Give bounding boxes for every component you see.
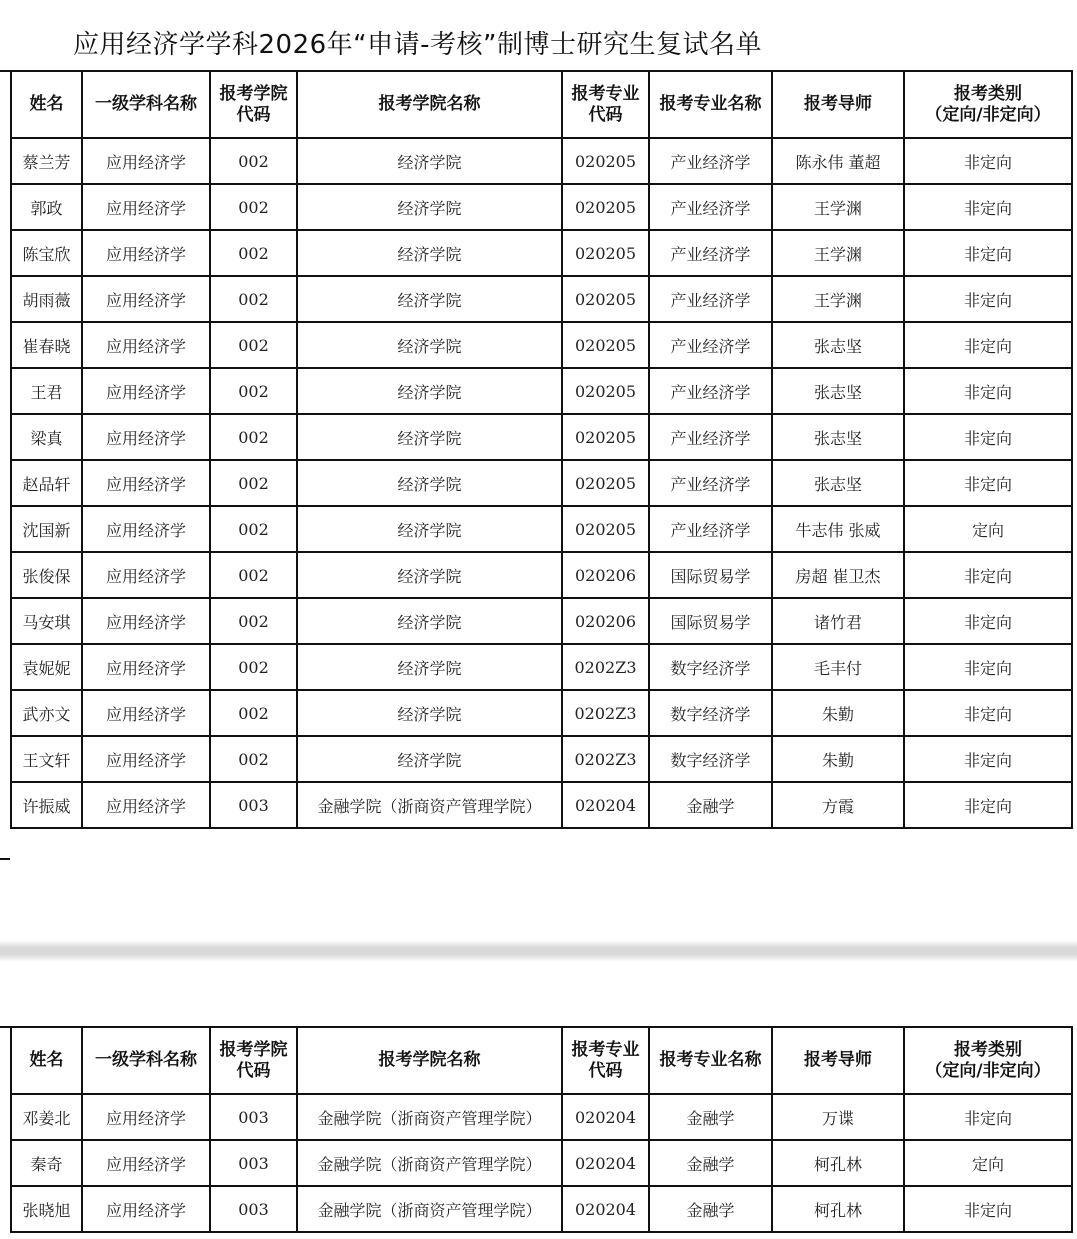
cell-college-name: 经济学院	[297, 322, 562, 368]
header-college-code: 报考学院 代码	[210, 1027, 297, 1094]
cell-college-name: 经济学院	[297, 368, 562, 414]
cell-supervisor: 朱勤	[772, 736, 904, 782]
cell-major-code: 020206	[562, 552, 649, 598]
cell-discipline: 应用经济学	[82, 782, 210, 828]
header-college-code: 报考学院 代码	[210, 71, 297, 138]
table-row	[11, 322, 1072, 368]
cell-discipline: 应用经济学	[82, 1094, 210, 1140]
cell-supervisor: 牛志伟 张威	[772, 506, 904, 552]
table-row	[11, 782, 1072, 828]
cell-major-code: 020205	[562, 230, 649, 276]
cell-college-code: 002	[210, 322, 297, 368]
cell-major-code: 020205	[562, 414, 649, 460]
cell-name: 秦奇	[11, 1140, 82, 1186]
cell-category: 非定向	[904, 414, 1072, 460]
table-row	[11, 1094, 1072, 1140]
cell-major-code: 020204	[562, 1140, 649, 1186]
cell-college-code: 002	[210, 644, 297, 690]
cell-discipline: 应用经济学	[82, 230, 210, 276]
header-major-code: 报考专业 代码	[562, 71, 649, 138]
cell-major-name: 金融学	[649, 1094, 772, 1140]
header-major-name: 报考专业名称	[649, 1027, 772, 1094]
cell-major-code: 020205	[562, 322, 649, 368]
cell-supervisor: 张志坚	[772, 460, 904, 506]
cell-supervisor: 柯孔林	[772, 1140, 904, 1186]
applicant-table-page-2	[10, 1026, 1073, 1233]
cell-name: 陈宝欣	[11, 230, 82, 276]
cell-college-code: 002	[210, 552, 297, 598]
cell-discipline: 应用经济学	[82, 184, 210, 230]
cell-name: 马安琪	[11, 598, 82, 644]
cell-college-name: 经济学院	[297, 598, 562, 644]
cell-name: 沈国新	[11, 506, 82, 552]
cell-college-name: 经济学院	[297, 230, 562, 276]
cell-major-code: 020205	[562, 368, 649, 414]
table-edge-stub	[0, 1026, 10, 1028]
cell-college-name: 经济学院	[297, 736, 562, 782]
cell-college-name: 金融学院（浙商资产管理学院）	[297, 1094, 562, 1140]
cell-major-name: 产业经济学	[649, 368, 772, 414]
cell-name: 张晓旭	[11, 1186, 82, 1232]
cell-name: 赵品轩	[11, 460, 82, 506]
cell-supervisor: 王学渊	[772, 276, 904, 322]
table-row	[11, 460, 1072, 506]
header-discipline: 一级学科名称	[82, 71, 210, 138]
cell-college-name: 经济学院	[297, 138, 562, 184]
cell-discipline: 应用经济学	[82, 690, 210, 736]
cell-discipline: 应用经济学	[82, 322, 210, 368]
cell-discipline: 应用经济学	[82, 644, 210, 690]
table-row	[11, 414, 1072, 460]
cell-category: 非定向	[904, 644, 1072, 690]
cell-category: 非定向	[904, 552, 1072, 598]
cell-major-name: 产业经济学	[649, 230, 772, 276]
cell-category: 非定向	[904, 1186, 1072, 1232]
header-discipline: 一级学科名称	[82, 1027, 210, 1094]
cell-major-name: 金融学	[649, 782, 772, 828]
cell-major-code: 0202Z3	[562, 690, 649, 736]
cell-college-name: 经济学院	[297, 644, 562, 690]
cell-discipline: 应用经济学	[82, 460, 210, 506]
cell-major-code: 020204	[562, 1186, 649, 1232]
cell-supervisor: 房超 崔卫杰	[772, 552, 904, 598]
cell-category: 非定向	[904, 184, 1072, 230]
table-row	[11, 598, 1072, 644]
cell-category: 定向	[904, 1140, 1072, 1186]
cell-discipline: 应用经济学	[82, 138, 210, 184]
cell-name: 蔡兰芳	[11, 138, 82, 184]
cell-college-code: 003	[210, 1094, 297, 1140]
page-break	[0, 940, 1077, 962]
cell-major-code: 020205	[562, 184, 649, 230]
cell-college-code: 003	[210, 1186, 297, 1232]
cell-supervisor: 王学渊	[772, 230, 904, 276]
cell-major-name: 金融学	[649, 1186, 772, 1232]
cell-name: 崔春晓	[11, 322, 82, 368]
cell-college-code: 003	[210, 1140, 297, 1186]
header-name: 姓名	[11, 71, 82, 138]
cell-category: 非定向	[904, 460, 1072, 506]
page-title: 应用经济学学科2026年“申请-考核”制博士研究生复试名单	[73, 30, 762, 60]
cell-category: 非定向	[904, 368, 1072, 414]
cell-college-name: 金融学院（浙商资产管理学院）	[297, 1140, 562, 1186]
cell-name: 王文轩	[11, 736, 82, 782]
cell-supervisor: 张志坚	[772, 368, 904, 414]
cell-major-name: 数字经济学	[649, 644, 772, 690]
cell-college-code: 002	[210, 138, 297, 184]
cell-category: 非定向	[904, 138, 1072, 184]
cell-college-code: 002	[210, 736, 297, 782]
cell-supervisor: 万谍	[772, 1094, 904, 1140]
header-category: 报考类别 （定向/非定向）	[904, 1027, 1072, 1094]
cell-supervisor: 张志坚	[772, 322, 904, 368]
cell-college-code: 002	[210, 230, 297, 276]
cell-major-code: 0202Z3	[562, 736, 649, 782]
table-header-row	[11, 1027, 1072, 1094]
cell-major-name: 数字经济学	[649, 736, 772, 782]
cell-name: 张俊保	[11, 552, 82, 598]
cell-discipline: 应用经济学	[82, 598, 210, 644]
cell-college-code: 003	[210, 782, 297, 828]
cell-discipline: 应用经济学	[82, 368, 210, 414]
header-college-name: 报考学院名称	[297, 71, 562, 138]
cell-category: 非定向	[904, 322, 1072, 368]
applicant-table-page-1	[10, 70, 1073, 829]
cell-college-name: 经济学院	[297, 506, 562, 552]
header-name: 姓名	[11, 1027, 82, 1094]
table-row	[11, 1186, 1072, 1232]
cell-name: 袁妮妮	[11, 644, 82, 690]
cell-major-code: 020205	[562, 138, 649, 184]
cell-supervisor: 王学渊	[772, 184, 904, 230]
header-category: 报考类别 （定向/非定向）	[904, 71, 1072, 138]
cell-major-name: 产业经济学	[649, 138, 772, 184]
cell-category: 非定向	[904, 276, 1072, 322]
cell-name: 郭政	[11, 184, 82, 230]
cell-name: 胡雨薇	[11, 276, 82, 322]
cell-major-code: 0202Z3	[562, 644, 649, 690]
cell-college-name: 金融学院（浙商资产管理学院）	[297, 1186, 562, 1232]
table-row	[11, 368, 1072, 414]
cell-college-code: 002	[210, 460, 297, 506]
cell-major-name: 产业经济学	[649, 460, 772, 506]
cell-category: 非定向	[904, 736, 1072, 782]
cell-name: 邓姜北	[11, 1094, 82, 1140]
cell-major-code: 020206	[562, 598, 649, 644]
cell-college-code: 002	[210, 368, 297, 414]
table-row	[11, 690, 1072, 736]
cell-name: 武亦文	[11, 690, 82, 736]
cell-discipline: 应用经济学	[82, 552, 210, 598]
table-row	[11, 184, 1072, 230]
header-supervisor: 报考导师	[772, 71, 904, 138]
cell-college-code: 002	[210, 276, 297, 322]
cell-supervisor: 毛丰付	[772, 644, 904, 690]
table-body	[11, 138, 1072, 828]
cell-major-name: 金融学	[649, 1140, 772, 1186]
table-row	[11, 1140, 1072, 1186]
cell-college-code: 002	[210, 414, 297, 460]
cell-major-code: 020205	[562, 460, 649, 506]
cell-category: 非定向	[904, 782, 1072, 828]
header-major-code: 报考专业 代码	[562, 1027, 649, 1094]
cell-discipline: 应用经济学	[82, 506, 210, 552]
cell-college-code: 002	[210, 598, 297, 644]
cell-college-code: 002	[210, 690, 297, 736]
cell-supervisor: 诸竹君	[772, 598, 904, 644]
cell-college-name: 经济学院	[297, 460, 562, 506]
cell-category: 非定向	[904, 1094, 1072, 1140]
cell-major-name: 产业经济学	[649, 414, 772, 460]
cell-major-name: 国际贸易学	[649, 598, 772, 644]
cell-major-code: 020204	[562, 1094, 649, 1140]
cell-discipline: 应用经济学	[82, 1140, 210, 1186]
cell-college-code: 002	[210, 506, 297, 552]
cell-discipline: 应用经济学	[82, 1186, 210, 1232]
cell-supervisor: 张志坚	[772, 414, 904, 460]
table-row	[11, 230, 1072, 276]
cell-major-code: 020204	[562, 782, 649, 828]
cell-major-name: 国际贸易学	[649, 552, 772, 598]
table-row	[11, 138, 1072, 184]
cell-discipline: 应用经济学	[82, 736, 210, 782]
cell-category: 定向	[904, 506, 1072, 552]
cell-discipline: 应用经济学	[82, 414, 210, 460]
cell-college-name: 经济学院	[297, 414, 562, 460]
cell-supervisor: 朱勤	[772, 690, 904, 736]
cell-major-name: 产业经济学	[649, 322, 772, 368]
cell-college-name: 经济学院	[297, 184, 562, 230]
cell-category: 非定向	[904, 598, 1072, 644]
table-row	[11, 506, 1072, 552]
header-supervisor: 报考导师	[772, 1027, 904, 1094]
table-edge-stub	[0, 70, 10, 72]
header-college-name: 报考学院名称	[297, 1027, 562, 1094]
cell-name: 王君	[11, 368, 82, 414]
cell-major-name: 数字经济学	[649, 690, 772, 736]
cell-college-code: 002	[210, 184, 297, 230]
cell-college-name: 经济学院	[297, 276, 562, 322]
cell-category: 非定向	[904, 690, 1072, 736]
cell-major-name: 产业经济学	[649, 184, 772, 230]
table-row	[11, 644, 1072, 690]
cell-college-name: 经济学院	[297, 690, 562, 736]
table-row	[11, 552, 1072, 598]
header-major-name: 报考专业名称	[649, 71, 772, 138]
table-row	[11, 276, 1072, 322]
cell-major-name: 产业经济学	[649, 506, 772, 552]
cell-supervisor: 陈永伟 董超	[772, 138, 904, 184]
table-body	[11, 1094, 1072, 1232]
cell-major-code: 020205	[562, 276, 649, 322]
table-header-row	[11, 71, 1072, 138]
cell-name: 许振威	[11, 782, 82, 828]
table-row	[11, 736, 1072, 782]
cell-major-code: 020205	[562, 506, 649, 552]
cell-supervisor: 柯孔林	[772, 1186, 904, 1232]
cell-category: 非定向	[904, 230, 1072, 276]
table-edge-stub	[0, 858, 10, 860]
cell-major-name: 产业经济学	[649, 276, 772, 322]
cell-college-name: 经济学院	[297, 552, 562, 598]
cell-name: 梁真	[11, 414, 82, 460]
cell-college-name: 金融学院（浙商资产管理学院）	[297, 782, 562, 828]
cell-discipline: 应用经济学	[82, 276, 210, 322]
cell-supervisor: 方霞	[772, 782, 904, 828]
